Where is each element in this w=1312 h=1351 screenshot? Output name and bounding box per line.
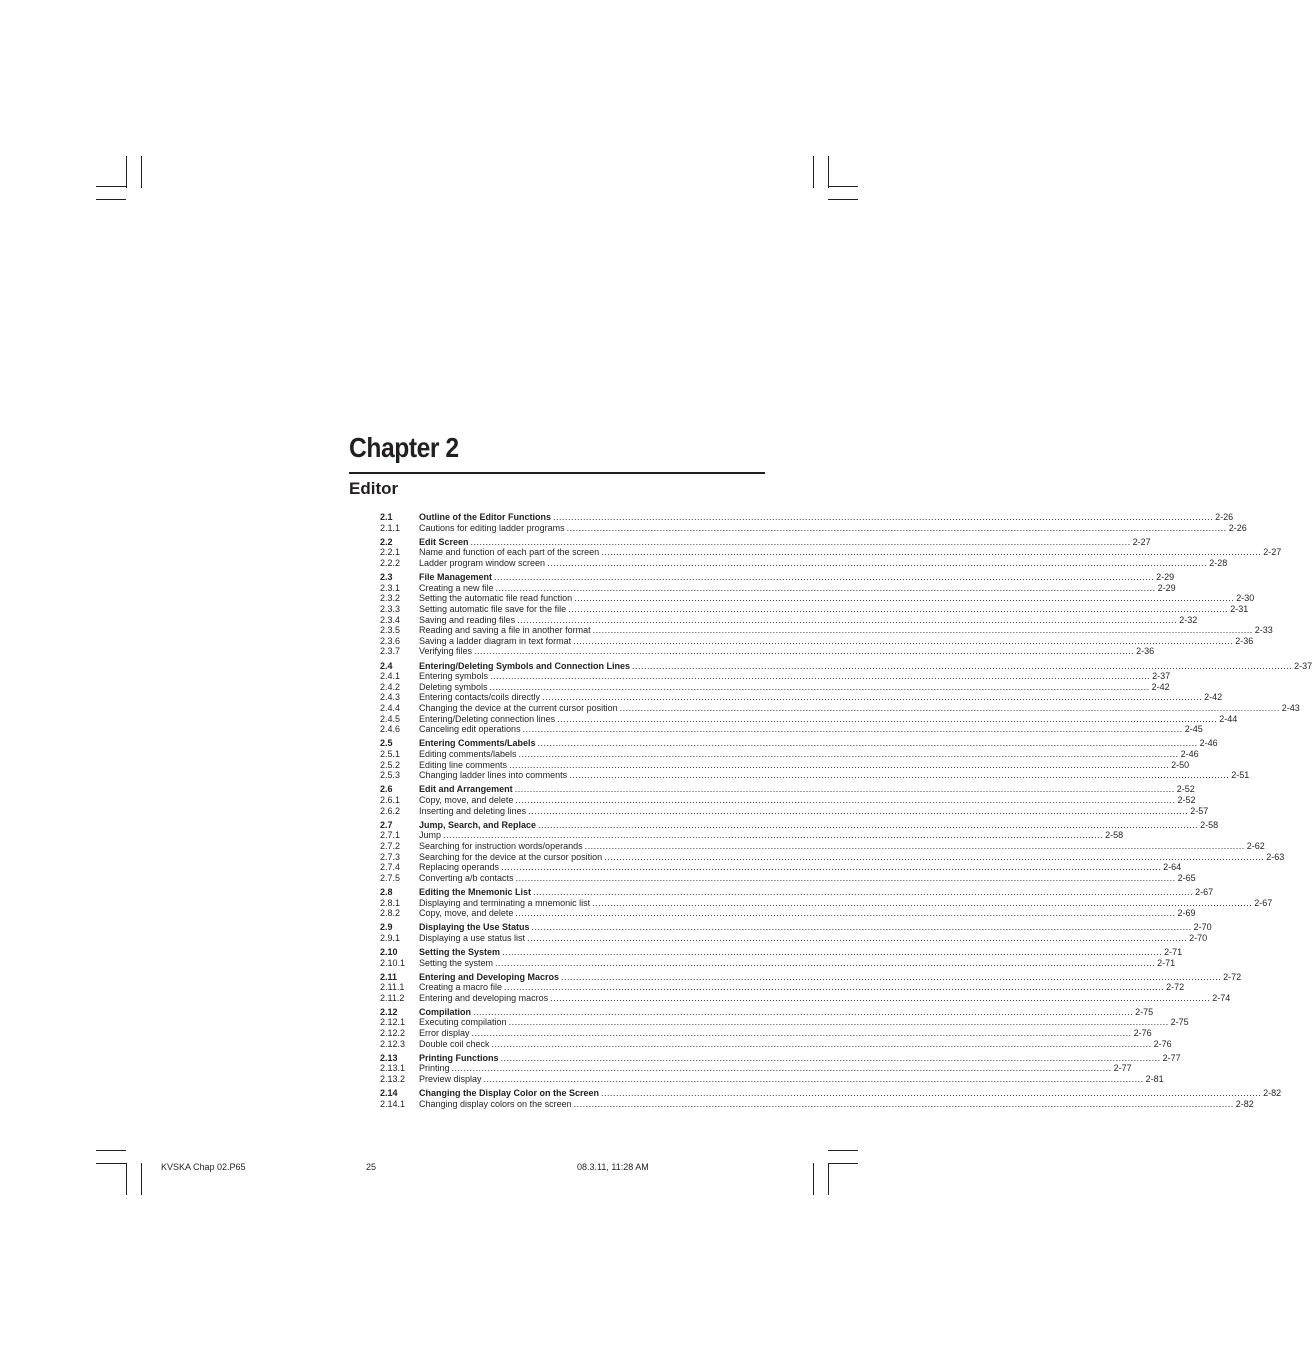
toc-title: Entering/Deleting Symbols and Connection Lines (419, 660, 631, 671)
dot-leader: ............................................................................................................................................................................................................................ (601, 1088, 1262, 1099)
toc-page-number: 2-72 (1223, 971, 1242, 982)
toc-title: Error display (419, 1028, 470, 1039)
toc-group (380, 536, 1282, 569)
dot-leader: ............................................................................................................................................................................................................................ (553, 512, 1214, 522)
toc-entry-row (380, 1028, 1152, 1039)
toc-title: Executing compilation (419, 1017, 507, 1028)
toc-title: Jump, Search, and Replace (419, 819, 537, 830)
toc-number: 2.7.4 (380, 862, 401, 873)
toc-page-number: 2-70 (1189, 932, 1208, 943)
toc-number: 2.12.2 (380, 1028, 406, 1039)
toc-title: Setting automatic file save for the file (419, 603, 567, 614)
toc-number: 2.2.1 (380, 547, 401, 558)
dot-leader: ............................................................................................................................................................................................................................ (566, 522, 1227, 533)
toc-number: 2.5 (380, 738, 393, 749)
toc-number: 2.7.5 (380, 872, 401, 883)
dot-leader: ............................................................................................................................................................................................................................ (584, 840, 1245, 851)
dot-leader: ............................................................................................................................................................................................................................ (538, 819, 1199, 830)
toc-title: Entering symbols (419, 671, 489, 682)
dot-leader: ............................................................................................................................................................................................................................ (473, 1006, 1134, 1017)
dot-leader: ............................................................................................................................................................................................................................ (619, 703, 1280, 714)
toc-title: Displaying the Use Status (419, 922, 530, 933)
toc-title: Entering/Deleting connection lines (419, 713, 556, 724)
toc-page-number: 2-31 (1230, 603, 1249, 614)
dot-leader: ............................................................................................................................................................................................................................ (500, 1052, 1161, 1063)
toc-group (380, 660, 1312, 735)
toc-title: Searching for the device at the cursor position (419, 851, 603, 862)
toc-group (380, 512, 1247, 533)
toc-page-number: 2-67 (1254, 897, 1273, 908)
toc-title: Setting the automatic file read function (419, 593, 573, 604)
toc-group (380, 1052, 1181, 1085)
toc-entry-row (380, 713, 1238, 725)
toc-title: Changing display colors on the screen (419, 1098, 572, 1109)
toc-entry-row (380, 908, 1196, 919)
toc-group (380, 922, 1212, 943)
toc-page-number: 2-36 (1235, 635, 1254, 646)
dot-leader: ............................................................................................................................................................................................................................ (604, 851, 1265, 862)
toc-page-number: 2-71 (1157, 957, 1176, 968)
crop-mark (813, 1163, 814, 1195)
toc-entry-row (380, 1038, 1172, 1050)
toc-entry-row (380, 703, 1300, 714)
toc-title: Cautions for editing ladder programs (419, 522, 565, 533)
toc-number: 2.11.1 (380, 982, 405, 993)
toc-title: Entering and Developing Macros (419, 971, 560, 982)
toc-entry-row (380, 1017, 1189, 1028)
toc-number: 2.4.5 (380, 713, 401, 724)
toc-section-row (380, 819, 1219, 831)
dot-leader: ............................................................................................................................................................................................................................ (491, 1038, 1152, 1049)
toc-entry-row (380, 547, 1282, 558)
toc-page-number: 2-63 (1266, 851, 1285, 862)
toc-number: 2.7.2 (380, 840, 401, 851)
toc-number: 2.4.3 (380, 692, 401, 703)
toc-number: 2.3 (380, 571, 393, 582)
toc-section-row (380, 886, 1214, 898)
toc-number: 2.2 (380, 536, 393, 547)
toc-entry-row (380, 1063, 1132, 1074)
chapter-title: Chapter 2 (349, 432, 459, 463)
toc-title: Setting the system (419, 957, 494, 968)
toc-number: 2.3.7 (380, 646, 401, 657)
toc-entry-row (380, 625, 1273, 636)
toc-page-number: 2-27 (1263, 547, 1282, 558)
toc-section-row (380, 1088, 1282, 1099)
dot-leader: ............................................................................................................................................................................................................................ (489, 681, 1150, 692)
toc-page-number: 2-65 (1177, 872, 1196, 883)
dot-leader: ............................................................................................................................................................................................................................ (542, 692, 1203, 703)
dot-leader: ............................................................................................................................................................................................................................ (517, 614, 1178, 625)
crop-mark (828, 186, 858, 187)
toc-page-number: 2-27 (1132, 536, 1151, 547)
toc-section-row (380, 1052, 1181, 1064)
table-of-contents (380, 512, 1312, 1113)
toc-section-row (380, 946, 1183, 958)
toc-number: 2.7.3 (380, 851, 401, 862)
toc-page-number: 2-58 (1105, 830, 1124, 841)
toc-title: Creating a macro file (419, 982, 503, 993)
toc-entry-row (380, 593, 1255, 604)
toc-entry-row (380, 932, 1208, 944)
crop-mark (828, 199, 858, 200)
dot-leader: ............................................................................................................................................................................................................................ (471, 1028, 1132, 1039)
toc-title: Canceling edit operations (419, 724, 521, 735)
toc-page-number: 2-77 (1113, 1063, 1132, 1074)
toc-number: 2.6.1 (380, 794, 401, 805)
toc-entry-row (380, 582, 1176, 594)
crop-mark (828, 156, 829, 188)
toc-number: 2.3.6 (380, 635, 401, 646)
toc-page-number: 2-77 (1162, 1052, 1181, 1063)
toc-title: Copy, move, and delete (419, 908, 514, 919)
toc-title: Editing line comments (419, 759, 508, 770)
toc-group (380, 784, 1209, 816)
dot-leader: ............................................................................................................................................................................................................................ (474, 646, 1135, 657)
toc-title: Edit and Arrangement (419, 784, 513, 795)
crop-mark (141, 1163, 142, 1195)
toc-entry-row (380, 851, 1285, 863)
toc-page-number: 2-76 (1153, 1038, 1172, 1049)
dot-leader: ............................................................................................................................................................................................................................ (547, 557, 1208, 568)
toc-number: 2.4.1 (380, 671, 401, 682)
dot-leader: ............................................................................................................................................................................................................................ (569, 770, 1230, 781)
crop-mark (828, 1150, 858, 1151)
toc-page-number: 2-51 (1231, 770, 1250, 781)
dot-leader: ............................................................................................................................................................................................................................ (514, 784, 1175, 795)
toc-page-number: 2-46 (1199, 738, 1218, 749)
toc-entry-row (380, 749, 1199, 760)
toc-number: 2.3.2 (380, 593, 401, 604)
toc-title: Compilation (419, 1006, 471, 1017)
toc-number: 2.3.4 (380, 614, 401, 625)
toc-page-number: 2-74 (1212, 992, 1231, 1003)
toc-page-number: 2-28 (1209, 557, 1228, 568)
toc-number: 2.1.1 (380, 522, 401, 533)
dot-leader: ............................................................................................................................................................................................................................ (573, 1098, 1234, 1109)
toc-entry-row (380, 646, 1155, 657)
toc-title: Displaying and terminating a mnemonic list (419, 897, 591, 908)
toc-number: 2.4.6 (380, 724, 401, 735)
toc-page-number: 2-52 (1176, 784, 1195, 795)
toc-number: 2.11 (380, 971, 398, 982)
dot-leader: ............................................................................................................................................................................................................................ (537, 738, 1198, 749)
dot-leader: ............................................................................................................................................................................................................................ (490, 671, 1151, 682)
toc-number: 2.13.1 (380, 1063, 406, 1074)
chapter-subtitle: Editor (349, 479, 399, 498)
dot-leader: ............................................................................................................................................................................................................................ (601, 547, 1262, 558)
toc-page-number: 2-26 (1228, 522, 1247, 533)
dot-leader: ............................................................................................................................................................................................................................ (561, 971, 1222, 982)
toc-entry-row (380, 1098, 1254, 1110)
dot-leader: ............................................................................................................................................................................................................................ (443, 830, 1104, 841)
toc-entry-row (380, 681, 1170, 693)
toc-title: Double coil check (419, 1038, 490, 1049)
toc-number: 2.8.1 (380, 897, 401, 908)
toc-entry-row (380, 724, 1203, 735)
toc-number: 2.13 (380, 1052, 398, 1063)
dot-leader: ............................................................................................................................................................................................................................ (495, 582, 1156, 593)
toc-title: Saving and reading files (419, 614, 516, 625)
toc-number: 2.13.2 (380, 1074, 406, 1085)
dot-leader: ............................................................................................................................................................................................................................ (557, 713, 1218, 724)
toc-title: Entering contacts/coils directly (419, 692, 541, 703)
toc-number: 2.10.1 (380, 957, 406, 968)
toc-page-number: 2-71 (1164, 946, 1183, 957)
toc-title: Deleting symbols (419, 681, 488, 692)
footer-page-number: 25 (366, 1162, 377, 1172)
toc-page-number: 2-75 (1170, 1017, 1189, 1028)
toc-number: 2.4.2 (380, 681, 401, 692)
toc-entry-row (380, 982, 1185, 993)
dot-leader: ............................................................................................................................................................................................................................ (568, 603, 1229, 614)
toc-page-number: 2-26 (1215, 512, 1234, 522)
dot-leader: ............................................................................................................................................................................................................................ (495, 957, 1156, 968)
toc-page-number: 2-42 (1151, 681, 1170, 692)
dot-leader: ............................................................................................................................................................................................................................ (501, 862, 1162, 873)
chapter-divider (349, 472, 765, 474)
toc-title: Changing the Display Color on the Screen (419, 1088, 600, 1099)
toc-entry-row (380, 522, 1247, 534)
toc-page-number: 2-45 (1184, 724, 1203, 735)
toc-entry-row (380, 614, 1198, 626)
toc-title: Changing ladder lines into comments (419, 770, 568, 781)
toc-number: 2.11.2 (380, 992, 405, 1003)
toc-page-number: 2-44 (1219, 713, 1238, 724)
toc-page-number: 2-70 (1193, 922, 1212, 933)
toc-entry-row (380, 635, 1254, 647)
toc-page-number: 2-72 (1166, 982, 1185, 993)
toc-page-number: 2-82 (1263, 1088, 1282, 1099)
toc-page-number: 2-69 (1177, 908, 1196, 919)
toc-section-row (380, 738, 1218, 749)
toc-title: Editing comments/labels (419, 749, 517, 760)
crop-mark (813, 156, 814, 188)
toc-title: Ladder program window screen (419, 557, 546, 568)
toc-number: 2.10 (380, 946, 398, 957)
toc-title: Inserting and deleting lines (419, 805, 527, 816)
dot-leader: ............................................................................................................................................................................................................................ (451, 1063, 1112, 1074)
toc-section-row (380, 660, 1312, 672)
dot-leader: ............................................................................................................................................................................................................................ (502, 946, 1163, 957)
toc-entry-row (380, 872, 1196, 884)
toc-group (380, 571, 1273, 657)
toc-page-number: 2-29 (1157, 582, 1176, 593)
toc-page-number: 2-46 (1180, 749, 1199, 760)
footer-timestamp: 08.3.11, 11:28 AM (577, 1162, 649, 1172)
crop-mark (96, 186, 126, 187)
toc-title: Preview display (419, 1074, 482, 1085)
dot-leader: ............................................................................................................................................................................................................................ (509, 759, 1170, 770)
toc-page-number: 2-52 (1177, 794, 1196, 805)
toc-entry-row (380, 759, 1190, 771)
toc-number: 2.2.2 (380, 557, 401, 568)
toc-number: 2.6 (380, 784, 393, 795)
toc-page-number: 2-82 (1235, 1098, 1254, 1109)
toc-page-number: 2-75 (1135, 1006, 1154, 1017)
dot-leader: ............................................................................................................................................................................................................................ (483, 1074, 1144, 1085)
toc-entry-row (380, 692, 1223, 703)
crop-mark (126, 156, 127, 188)
toc-section-row (380, 571, 1175, 583)
toc-section-row (380, 971, 1242, 983)
toc-title: Copy, move, and delete (419, 794, 514, 805)
dot-leader: ............................................................................................................................................................................................................................ (528, 805, 1189, 816)
toc-page-number: 2-67 (1195, 886, 1214, 897)
toc-title: Printing (419, 1063, 450, 1074)
toc-section-row (380, 922, 1212, 933)
dot-leader: ............................................................................................................................................................................................................................ (515, 794, 1176, 805)
footer-file-name: KVSKA Chap 02.P65 (161, 1162, 246, 1172)
toc-group (380, 886, 1273, 919)
dot-leader: ............................................................................................................................................................................................................................ (508, 1017, 1169, 1028)
toc-number: 2.6.2 (380, 805, 401, 816)
dot-leader: ............................................................................................................................................................................................................................ (550, 992, 1211, 1003)
toc-title: Setting the System (419, 946, 501, 957)
toc-page-number: 2-42 (1204, 692, 1223, 703)
toc-page-number: 2-58 (1200, 819, 1219, 830)
dot-leader: ............................................................................................................................................................................................................................ (574, 593, 1235, 604)
dot-leader: ............................................................................................................................................................................................................................ (522, 724, 1183, 735)
dot-leader: ............................................................................................................................................................................................................................ (531, 922, 1192, 933)
toc-title: Jump (419, 830, 442, 841)
toc-entry-row (380, 897, 1273, 909)
dot-leader: ............................................................................................................................................................................................................................ (592, 625, 1253, 636)
toc-title: Replacing operands (419, 862, 500, 873)
toc-page-number: 2-33 (1254, 625, 1273, 636)
dot-leader: ............................................................................................................................................................................................................................ (527, 932, 1188, 943)
crop-mark (141, 156, 142, 188)
toc-title: Reading and saving a file in another format (419, 625, 591, 636)
toc-number: 2.12.1 (380, 1017, 406, 1028)
toc-title: Saving a ladder diagram in text format (419, 635, 572, 646)
toc-section-row (380, 512, 1234, 523)
toc-entry-row (380, 862, 1182, 873)
toc-number: 2.9 (380, 922, 393, 933)
toc-number: 2.4.4 (380, 703, 401, 714)
toc-number: 2.12.3 (380, 1038, 406, 1049)
crop-mark (96, 199, 126, 200)
toc-entry-row (380, 992, 1231, 1004)
toc-group (380, 1006, 1189, 1050)
toc-page-number: 2-36 (1136, 646, 1155, 657)
toc-number: 2.5.1 (380, 749, 401, 760)
crop-mark (828, 1163, 858, 1164)
toc-number: 2.7 (380, 819, 393, 830)
toc-title: Edit Screen (419, 536, 469, 547)
crop-mark (126, 1163, 127, 1195)
dot-leader: ............................................................................................................................................................................................................................ (470, 536, 1131, 547)
crop-mark (96, 1150, 126, 1151)
toc-entry-row (380, 830, 1124, 841)
toc-number: 2.4 (380, 660, 393, 671)
toc-page-number: 2-57 (1190, 805, 1209, 816)
toc-page-number: 2-37 (1152, 671, 1171, 682)
toc-title: Verifying files (419, 646, 473, 657)
toc-entry-row (380, 770, 1250, 781)
toc-number: 2.3.3 (380, 603, 401, 614)
toc-number: 2.14 (380, 1088, 398, 1099)
toc-title: Searching for instruction words/operands (419, 840, 583, 851)
toc-number: 2.7.1 (380, 830, 401, 841)
toc-section-row (380, 536, 1151, 548)
toc-number: 2.8 (380, 886, 393, 897)
toc-page-number: 2-30 (1236, 593, 1255, 604)
toc-entry-row (380, 671, 1171, 682)
dot-leader: ............................................................................................................................................................................................................................ (573, 635, 1234, 646)
dot-leader: ............................................................................................................................................................................................................................ (592, 897, 1253, 908)
toc-page-number: 2-64 (1163, 862, 1182, 873)
toc-title: Name and function of each part of the screen (419, 547, 600, 558)
toc-page-number: 2-62 (1246, 840, 1265, 851)
toc-section-row (380, 1006, 1154, 1018)
toc-entry-row (380, 794, 1196, 806)
toc-number: 2.14.1 (380, 1098, 406, 1109)
toc-page-number: 2-37 (1294, 660, 1312, 671)
toc-entry-row (380, 1074, 1164, 1085)
toc-title: Creating a new file (419, 582, 494, 593)
toc-page-number: 2-29 (1156, 571, 1175, 582)
toc-number: 2.5.2 (380, 759, 401, 770)
toc-number: 2.3.1 (380, 582, 401, 593)
toc-entry-row (380, 840, 1265, 852)
toc-page-number: 2-81 (1145, 1074, 1164, 1085)
toc-number: 2.3.5 (380, 625, 401, 636)
dot-leader: ............................................................................................................................................................................................................................ (494, 571, 1155, 582)
toc-number: 2.9.1 (380, 932, 401, 943)
dot-leader: ............................................................................................................................................................................................................................ (515, 872, 1176, 883)
crop-mark (96, 1163, 126, 1164)
toc-entry-row (380, 957, 1176, 969)
toc-title: Displaying a use status list (419, 932, 526, 943)
toc-number: 2.8.2 (380, 908, 401, 919)
toc-group (380, 946, 1183, 968)
toc-title: Entering Comments/Labels (419, 738, 536, 749)
toc-group (380, 738, 1250, 781)
toc-title: Entering and developing macros (419, 992, 549, 1003)
dot-leader: ............................................................................................................................................................................................................................ (515, 908, 1176, 919)
toc-page-number: 2-43 (1281, 703, 1300, 714)
toc-group (380, 971, 1242, 1004)
toc-title: File Management (419, 571, 493, 582)
toc-title: Converting a/b contacts (419, 872, 514, 883)
dot-leader: ............................................................................................................................................................................................................................ (518, 749, 1179, 760)
toc-entry-row (380, 557, 1228, 569)
toc-title: Printing Functions (419, 1052, 499, 1063)
toc-entry-row (380, 805, 1209, 817)
toc-title: Editing the Mnemonic List (419, 886, 531, 897)
toc-number: 2.1 (380, 512, 393, 522)
toc-number: 2.12 (380, 1006, 398, 1017)
toc-page-number: 2-76 (1133, 1028, 1152, 1039)
crop-mark (828, 1163, 829, 1195)
dot-leader: ............................................................................................................................................................................................................................ (533, 886, 1194, 897)
toc-title: Outline of the Editor Functions (419, 512, 551, 522)
toc-entry-row (380, 603, 1249, 615)
toc-page-number: 2-32 (1179, 614, 1198, 625)
toc-number: 2.5.3 (380, 770, 401, 781)
toc-title: Changing the device at the current cursor position (419, 703, 618, 714)
toc-group (380, 1088, 1282, 1109)
toc-section-row (380, 784, 1195, 795)
toc-page-number: 2-50 (1171, 759, 1190, 770)
dot-leader: ............................................................................................................................................................................................................................ (504, 982, 1165, 993)
dot-leader: ............................................................................................................................................................................................................................ (632, 660, 1293, 671)
toc-group (380, 819, 1285, 884)
